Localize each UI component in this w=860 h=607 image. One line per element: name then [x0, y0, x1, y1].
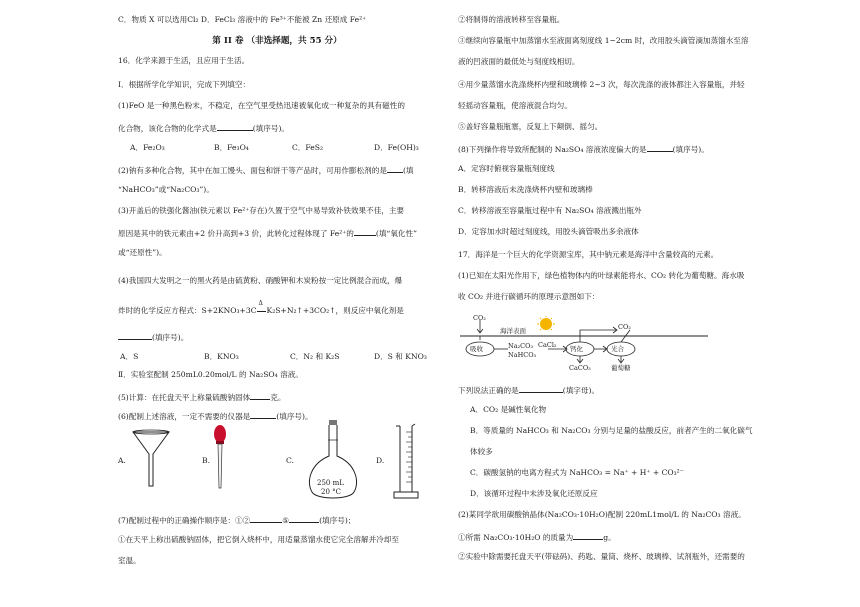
- q17-1-option-b-line2: 体较多: [470, 447, 493, 456]
- caco3-label: CaCO₃: [569, 364, 591, 372]
- q17-2-1: [458, 531, 616, 543]
- section-title: 第 II 卷 （非选择题，共 55 分）: [212, 36, 342, 46]
- q17-1-option-a: A．CO₂ 是碱性氧化物: [470, 405, 547, 414]
- dropper-icon: [210, 424, 230, 494]
- q8-answer-blank[interactable]: [647, 143, 673, 152]
- step3-line2: 液的凹液面的最低处与刻度线相切。: [458, 57, 580, 66]
- q17-1-line2: 收 CO₂ 并进行碳循环的原理示意图如下：: [458, 292, 600, 301]
- q17-1-line1: (1)已知在太阳光作用下，绿色植物体内的叶绿素能将水、CO₂ 转化为葡萄糖。海水吸: [458, 271, 745, 280]
- q1-suffix: (填序号)。: [252, 124, 290, 133]
- step4-line1: ④用少量蒸馏水洗涤烧杯内壁和玻璃棒 2~3 次，每次洗涤的液体都注入容量瓶，并轻: [458, 80, 745, 89]
- q17-1-option-d: D．该循环过程中未涉及氧化还原反应: [470, 489, 598, 498]
- q3-line1: (3)开盖后的铁强化酱油(铁元素以 Fe²⁺存在)久置于空气中易导致补铁效果不佳，主要: [118, 206, 405, 215]
- flask-volume-label: 250 mL: [317, 479, 344, 487]
- q6-text: (6)配制上述溶液，一定不需要的仪器是: [118, 412, 251, 421]
- q3-text: 原因是其中的铁元素由+2 价升高到+3 价，此转化过程体现了 Fe²⁺的: [118, 229, 354, 238]
- co2-right-label: CO₂: [618, 323, 631, 331]
- q4-option-a: A．S: [120, 352, 139, 361]
- q4-equation-left: 炸时的化学反应方程式：S+2KNO₃+3C: [118, 306, 257, 315]
- q1-option-c: C．FeS₂: [292, 143, 323, 152]
- q17-1-option-b-line1: B．等质量的 NaHCO₃ 和 Na₂CO₃ 分别与足量的盐酸反应，前者产生的二氧化碳气: [470, 426, 753, 435]
- q4-suffix: (填序号)。: [152, 333, 189, 342]
- q5-answer-blank[interactable]: [250, 391, 270, 400]
- q3-line2: [118, 227, 417, 239]
- q8-option-c: C．转移溶液至容量瓶过程中有 Na₂SO₄ 溶液溅出瓶外: [458, 206, 642, 215]
- heat-arrow: [257, 300, 267, 316]
- q5-line: [118, 391, 285, 403]
- part-1-heading: Ⅰ．根据所学化学知识，完成下列填空：: [118, 80, 251, 89]
- q17-1-option-c: C．碳酸氢钠的电离方程式为 NaHCO₃ = Na⁺ + H⁺ + CO₃²⁻: [470, 468, 684, 477]
- equals-line: [257, 311, 266, 312]
- nahco3-label: NaHCO₃: [508, 351, 537, 359]
- absorb-label: 吸收: [470, 345, 483, 353]
- figure-d-label: D.: [376, 456, 385, 465]
- sea-surface-label: 海洋表面: [500, 327, 526, 335]
- q1-text: 化合物，该化合物的化学式是: [118, 124, 217, 133]
- q4-line3: [118, 331, 188, 343]
- q4-answer-blank[interactable]: [118, 331, 152, 340]
- part-2-heading: Ⅱ．实验室配制 250mL0.20mol/L 的 Na₂SO₄ 溶液。: [118, 370, 303, 379]
- step1-line1: ①在天平上称出硫酸钠固体，把它倒入烧杯中，用适量蒸馏水使它完全溶解并冷却至: [118, 535, 399, 544]
- q7-answer-blank[interactable]: [250, 514, 282, 523]
- glucose-label: 葡萄糖: [611, 364, 631, 372]
- na2co3-label: Na₂CO₃: [508, 342, 534, 350]
- q4-equation-right: K₂S+N₂↑+3CO₂↑，则反应中氧化剂是: [266, 306, 404, 315]
- photosynthesis-label: 光合: [611, 345, 624, 353]
- q17-1-ask-text: 下列说法正确的是: [458, 386, 519, 395]
- step2: ②将制得的溶液转移至容量瓶。: [458, 15, 565, 24]
- q17-2-1-suffix: g。: [603, 533, 616, 542]
- figure-c-label: C.: [286, 456, 294, 465]
- q1-option-a: A．Fe₂O₃: [130, 143, 165, 152]
- q4-line2: [118, 300, 404, 316]
- q2-line2: “NaHCO₃”或“Na₂CO₃”)。: [118, 185, 214, 194]
- q8-text: (8)下列操作将导致所配制的 Na₂SO₄ 溶液浓度偏大的是: [458, 145, 647, 154]
- q17-1-ask: [458, 384, 599, 396]
- q1-line2: [118, 122, 289, 134]
- q8-line: [458, 143, 709, 155]
- q7-line: [118, 514, 355, 526]
- delta-symbol: Δ: [258, 300, 263, 307]
- q8-option-d: D．定容加水时超过刻度线，用胶头滴管吸出多余液体: [458, 227, 639, 236]
- figure-b-label: B.: [202, 456, 210, 465]
- q4-option-c: C．N₂ 和 K₂S: [290, 352, 340, 361]
- q15-option-cd: C．物质 X 可以选用Cl₂ D．FeCl₃ 溶液中的 Fe³⁺不能被 Zn 还原成 Fe²⁺: [118, 15, 367, 24]
- q1-option-b: B．Fe₃O₄: [214, 143, 249, 152]
- q1-option-d: D．Fe(OH)₃: [374, 143, 419, 152]
- carbon-cycle-diagram: [458, 316, 788, 380]
- co2-left-label: CO₂: [473, 314, 486, 322]
- q17-2-2: ②实验中除需要托盘天平(带砝码)、药匙、量筒、烧杯、玻璃棒、试剂瓶外，还需要的: [458, 552, 745, 561]
- sun-icon: [537, 316, 555, 330]
- q17-2-1-answer-blank[interactable]: [573, 531, 603, 540]
- step5: ⑤盖好容量瓶瓶塞，反复上下颠倒、摇匀。: [458, 122, 603, 131]
- q17-2-1-text: ①所需 Na₂CO₃·10H₂O 的质量为: [458, 533, 574, 542]
- q16-stem: 16．化学来源于生活，且应用于生活。: [118, 56, 250, 65]
- q1-line1: (1)FeO 是一种黑色粉末，不稳定，在空气里受热迅速被氧化成一种复杂的具有磁性的: [118, 101, 405, 110]
- q17-1-ask-suffix: (填字母)。: [562, 386, 600, 395]
- q3-answer-blank[interactable]: [354, 227, 376, 236]
- q17-2-stem: (2)某同学欲用碳酸钠晶体(Na₂CO₃·10H₂O)配制 220mL1mol/L 的 Na₂CO₃ 溶液。: [458, 510, 746, 519]
- q8-option-b: B．转移溶液后未洗涤烧杯内壁和玻璃棒: [458, 185, 593, 194]
- funnel-icon: [130, 428, 172, 490]
- q3-suffix: (填“氧化性”: [375, 229, 417, 238]
- flask-temp-label: 20 °C: [321, 488, 341, 496]
- q4-line1: (4)我国四大发明之一的黑火药是由硫黄粉、硝酸钾和木炭粉按一定比例混合而成，爆: [118, 276, 403, 285]
- step4-line2: 轻摇动容量瓶，使溶液混合均匀。: [458, 101, 572, 110]
- q8-suffix: (填序号)。: [672, 145, 709, 154]
- q7-suffix: (填序号)；: [319, 516, 356, 525]
- q2-text: (2)钠有多种化合物，其中在加工馒头、面包和饼干等产品时，可用作膨松剂的是: [118, 166, 387, 175]
- q2-line1: [118, 164, 414, 176]
- q4-option-d: D．S 和 KNO₃: [374, 352, 427, 361]
- step1-line2: 室温。: [118, 556, 141, 565]
- q2-suffix: (填: [402, 166, 414, 175]
- q5-suffix: 克。: [270, 393, 286, 402]
- q17-stem: 17．海洋是一个巨大的化学资源宝库，其中钠元素是海洋中含量较高的元素。: [458, 250, 719, 259]
- q8-option-a: A．定容时俯视容量瓶刻度线: [458, 164, 555, 173]
- graduated-cylinder-icon: [386, 422, 426, 502]
- q7-step5: ⑤: [282, 516, 290, 525]
- q17-1-answer-blank[interactable]: [519, 384, 563, 393]
- q1-answer-blank[interactable]: [217, 122, 253, 131]
- calcify-label: 钙化: [570, 345, 583, 353]
- figure-a-label: A.: [118, 456, 126, 465]
- q6-suffix: (填序号)。: [276, 412, 313, 421]
- q6-answer-blank[interactable]: [250, 410, 276, 419]
- q7-text: (7)配制过程中的正确操作顺序是：①②: [118, 516, 251, 525]
- cacl2-label: CaCl₂: [538, 341, 557, 349]
- q7-answer-blank-2[interactable]: [289, 514, 319, 523]
- q4-option-b: B．KNO₃: [204, 352, 239, 361]
- q5-text: (5)计算：在托盘天平上称量硫酸钠固体: [118, 393, 251, 402]
- q6-line: [118, 410, 313, 422]
- q3-line3: 或“还原性”)。: [118, 248, 167, 257]
- step3-line1: ③继续向容量瓶中加蒸馏水至液面离刻度线 1~2cm 时，改用胶头滴管滴加蒸馏水至溶: [458, 36, 749, 45]
- q2-answer-blank[interactable]: [387, 164, 403, 173]
